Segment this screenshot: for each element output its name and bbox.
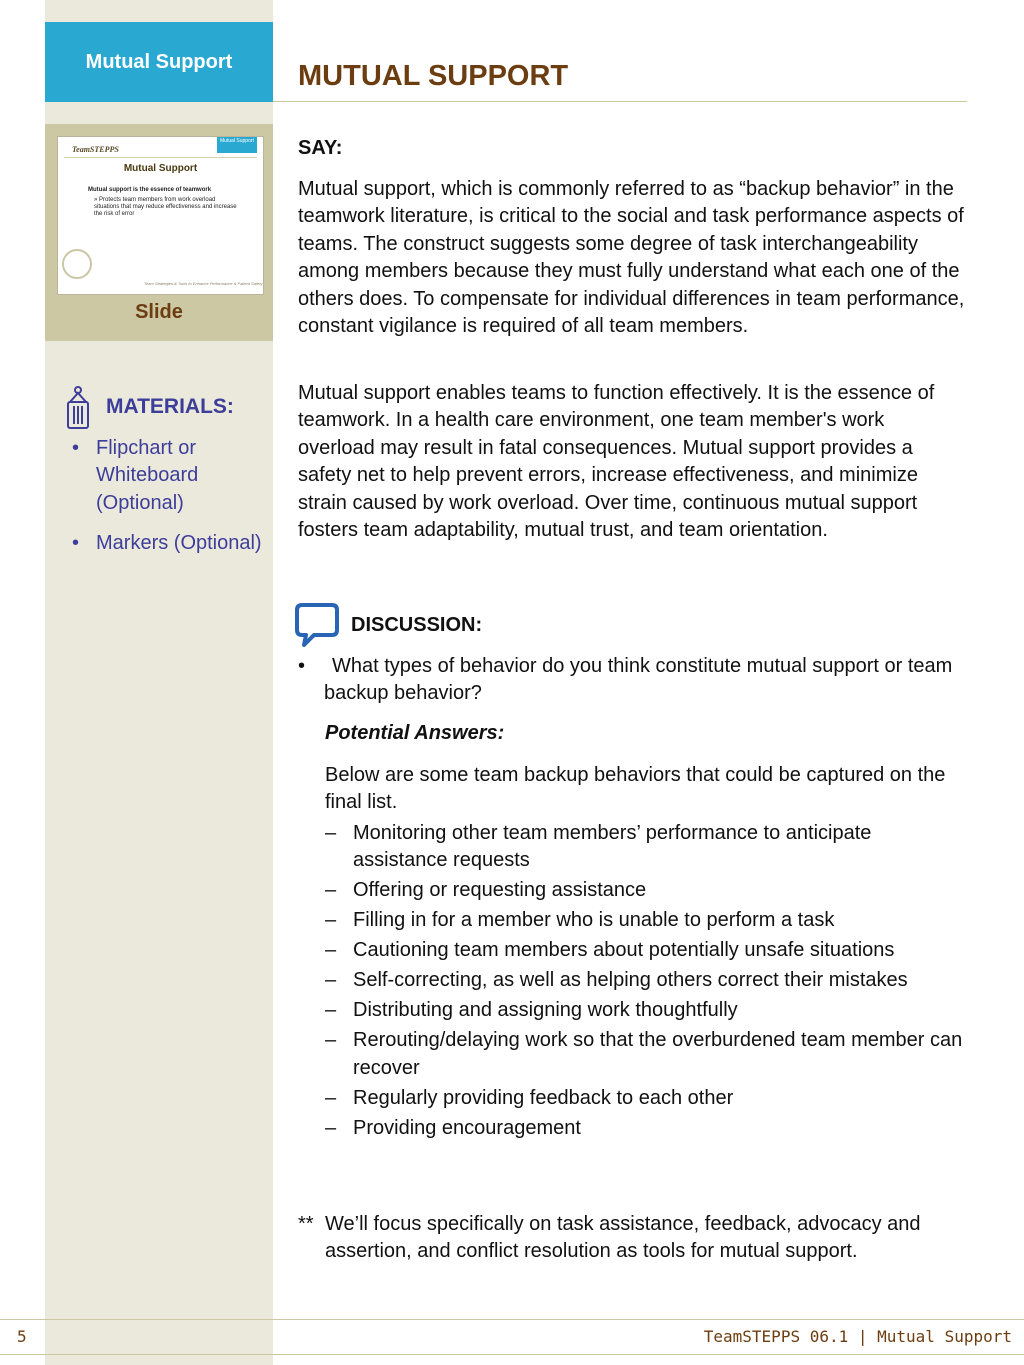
materials-item: • Markers (Optional)	[72, 530, 262, 557]
section-tab-label: Mutual Support	[85, 50, 233, 73]
answer-item: – Regularly providing feedback to each other	[325, 1085, 966, 1112]
thumbnail-title: Mutual Support	[123, 163, 198, 174]
say-paragraph: Mutual support enables teams to function effectively. It is the essence of teamwork. In a health care environment, one team member's work overload may result in fatal consequences. Mutual support provides a safety net to help prevent errors, increase effectiveness, and minimize strain caused by work overload. Over time, continuous mutual support fosters team adaptability, mutual trust, and team orientation.	[298, 382, 935, 542]
slide-thumbnail	[57, 136, 264, 295]
say-label: SAY:	[298, 137, 343, 159]
answer-item: – Distributing and assigning work thoughtfully	[325, 997, 966, 1024]
question-text: What types of behavior do you think constitute mutual support or team backup behavior?	[324, 655, 953, 705]
answer-item: – Cautioning team members about potentially unsafe situations	[325, 937, 966, 964]
thumbnail-bullet: » Protects team members from work overload situations that may reduce effectiveness and increase the risk of error	[94, 197, 237, 217]
potential-answers-label: Potential Answers:	[325, 722, 505, 744]
answer-item: – Filling in for a member who is unable to perform a task	[325, 907, 966, 934]
page-number: 5	[17, 1327, 27, 1346]
note-text: We’ll focus specifically on task assistance, feedback, advocacy and assertion, and conflict resolution as tools for mutual support.	[325, 1213, 921, 1263]
note-marker: **	[298, 1213, 314, 1235]
thumbnail-tag: Mutual Support	[217, 137, 257, 153]
materials-list	[72, 435, 262, 571]
answers-list	[325, 820, 966, 1145]
section-tab	[45, 22, 273, 102]
say-paragraph: Mutual support, which is commonly referred to as “backup behavior” in the teamwork literature, is critical to the social and task performance aspects of teams. The construct suggests some degree of task interchangeability among members because they must fully understand what each one of the others does. To compensate for individual differences in team performance, constant vigilance is required of all team members.	[298, 178, 965, 338]
thumbnail-body	[88, 187, 238, 218]
answer-item: – Providing encouragement	[325, 1115, 966, 1142]
answer-item: – Offering or requesting assistance	[325, 877, 966, 904]
binder-clip-icon	[62, 386, 94, 435]
page-title: MUTUAL SUPPORT	[298, 60, 569, 92]
answer-item: – Rerouting/delaying work so that the overburdened team member can recover	[325, 1027, 966, 1082]
answer-item: – Monitoring other team members’ performance to anticipate assistance requests	[325, 820, 966, 875]
materials-item: • Flipchart or Whiteboard (Optional)	[72, 435, 262, 517]
answer-item: – Self-correcting, as well as helping others correct their mistakes	[325, 967, 966, 994]
slide-caption: Slide	[135, 301, 183, 323]
footer-divider	[0, 1354, 1024, 1355]
speech-bubble-icon	[294, 602, 340, 653]
footer-divider	[0, 1319, 1024, 1320]
footer-text: TeamSTEPPS 06.1 | Mutual Support	[703, 1327, 1012, 1346]
materials-label: MATERIALS:	[106, 395, 234, 418]
bullet-marker: •	[298, 655, 306, 677]
answers-intro: Below are some team backup behaviors that could be captured on the final list.	[325, 764, 946, 814]
discussion-label: DISCUSSION:	[351, 614, 483, 636]
thumbnail-heading: Mutual support is the essence of teamwork	[88, 187, 212, 193]
slide-panel	[45, 124, 273, 341]
thumbnail-logo: TeamSTEPPS	[72, 145, 119, 154]
thumbnail-rule	[64, 157, 257, 158]
thumbnail-footer: Team Strategies & Tools to Enhance Performance & Patient Safety	[144, 281, 263, 286]
thumbnail-emblem	[62, 249, 92, 279]
title-divider	[273, 101, 967, 102]
